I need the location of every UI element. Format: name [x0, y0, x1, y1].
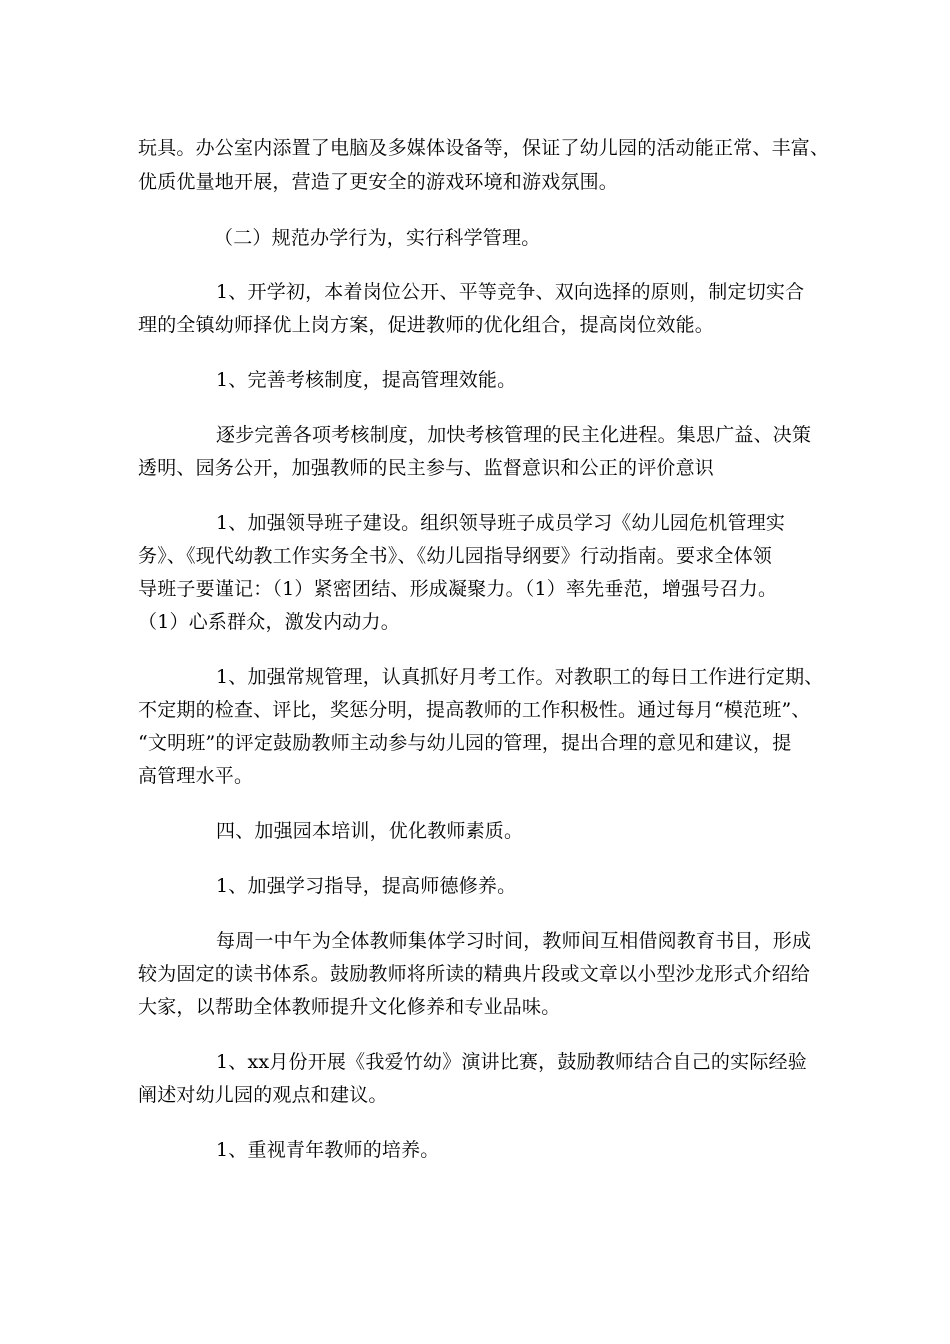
item-heading: 1、完善考核制度，提高管理效能。	[216, 369, 517, 391]
section-heading: 四、加强园本培训，优化教师素质。	[216, 820, 524, 842]
paragraph-line: 阐述对幼儿园的观点和建议。	[138, 1084, 388, 1106]
paragraph-line: 理的全镇幼师择优上岗方案，促进教师的优化组合，提高岗位效能。	[138, 314, 715, 336]
paragraph-line: 1、开学初，本着岗位公开、平等竞争、双向选择的原则，制定切实合	[216, 281, 805, 303]
paragraph-line: “文明班”的评定鼓励教师主动参与幼儿园的管理，提出合理的意见和建议，提	[138, 732, 792, 754]
paragraph-line: 优质优量地开展，营造了更安全的游戏环境和游戏氛围。	[138, 171, 619, 193]
paragraph-line: 导班子要谨记：（1）紧密团结、形成凝聚力。（1）率先垂范，增强号召力。	[138, 578, 778, 600]
paragraph-line: 大家，以帮助全体教师提升文化修养和专业品味。	[138, 996, 561, 1018]
paragraph-line: 玩具。办公室内添置了电脑及多媒体设备等，保证了幼儿园的活动能正常、丰富、	[138, 137, 830, 159]
paragraph-line: 较为固定的读书体系。鼓励教师将所读的精典片段或文章以小型沙龙形式介绍给	[138, 963, 811, 985]
item-heading: 1、加强学习指导，提高师德修养。	[216, 875, 517, 897]
paragraph-line: 高管理水平。	[138, 765, 254, 787]
item-heading: 1、重视青年教师的培养。	[216, 1139, 440, 1161]
paragraph-line: 1、xx月份开展《我爱竹幼》演讲比赛，鼓励教师结合自己的实际经验	[216, 1051, 807, 1073]
paragraph-line: （1）心系群众，激发内动力。	[138, 611, 400, 633]
paragraph-line: 逐步完善各项考核制度，加快考核管理的民主化进程。集思广益、决策	[216, 424, 812, 446]
paragraph-line: 每周一中午为全体教师集体学习时间，教师间互相借阅教育书目，形成	[216, 930, 812, 952]
paragraph-line: 不定期的检查、评比，奖惩分明，提高教师的工作积极性。通过每月“模范班”、	[138, 699, 811, 721]
section-heading: （二）规范办学行为，实行科学管理。	[214, 227, 541, 249]
paragraph-line: 务》、《现代幼教工作实务全书》、《幼儿园指导纲要》行动指南。要求全体领	[138, 545, 773, 567]
paragraph-line: 透明、园务公开，加强教师的民主参与、监督意识和公正的评价意识	[138, 457, 715, 479]
paragraph-line: 1、加强领导班子建设。组织领导班子成员学习《幼儿园危机管理实	[216, 512, 786, 534]
paragraph-line: 1、加强常规管理，认真抓好月考工作。对教职工的每日工作进行定期、	[216, 666, 824, 688]
